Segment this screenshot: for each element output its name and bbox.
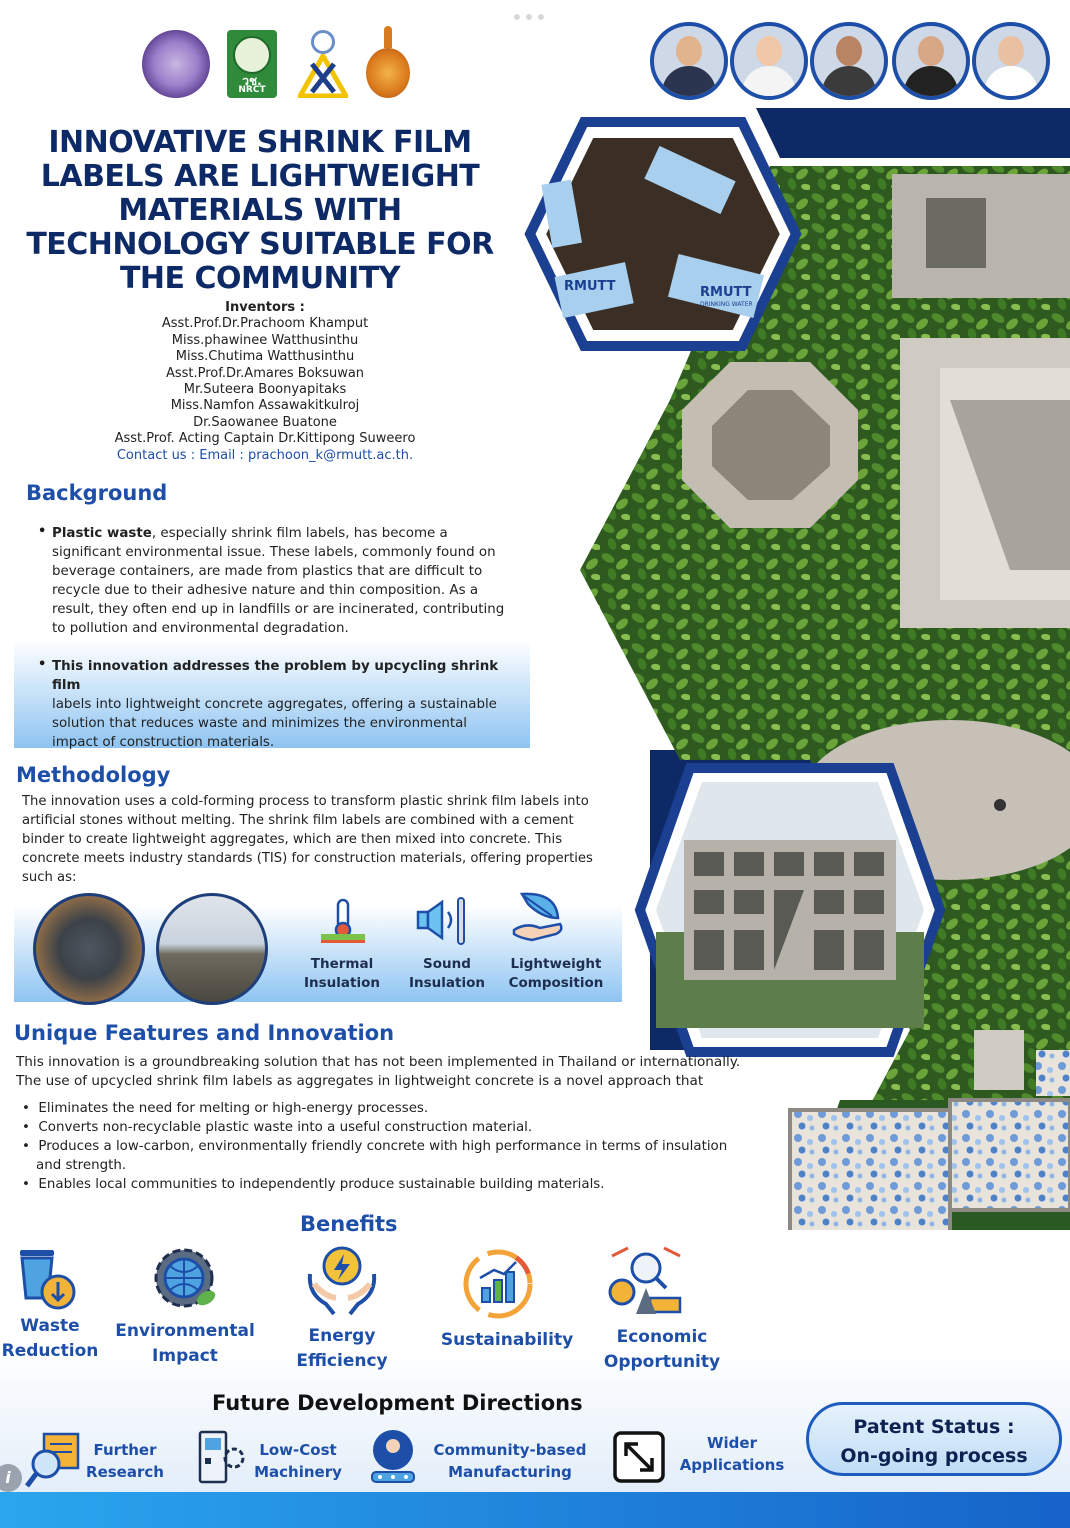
property-line: Lightweight xyxy=(510,956,602,972)
future-line: Wider xyxy=(707,1434,757,1452)
future-further-research xyxy=(80,1439,170,1483)
future-line: Applications xyxy=(679,1456,785,1474)
inventor-name: Miss.Namfon Assawakitkulroj xyxy=(170,398,360,414)
future-wider-applications xyxy=(672,1432,792,1476)
future-line: Research xyxy=(86,1463,164,1481)
benefit-line: Opportunity xyxy=(603,1352,721,1372)
info-icon[interactable]: i xyxy=(0,1464,22,1492)
benefit-sustainability xyxy=(432,1328,582,1353)
contact-email[interactable]: Contact us : Email : prachoon_k@rmutt.ac.th. xyxy=(116,447,414,463)
top-dots xyxy=(514,14,548,20)
inventor-name: Asst.Prof.Dr.Amares Boksuwan xyxy=(165,365,365,381)
future-low-cost-machinery xyxy=(250,1439,346,1483)
p2-line: impact of construction materials. xyxy=(52,735,275,750)
rmutt-logo xyxy=(362,26,414,102)
benefit-line: Sustainability xyxy=(440,1330,574,1350)
property-line: Insulation xyxy=(304,975,380,991)
speaker-icon xyxy=(414,896,468,946)
benefit-waste-reduction xyxy=(0,1314,100,1364)
community-manufacturing-icon xyxy=(368,1428,418,1488)
inventors-block xyxy=(70,300,460,464)
p2-bold: This innovation addresses the problem by upcycling shrink film xyxy=(52,659,499,693)
patent-status-badge xyxy=(806,1402,1062,1476)
university-logo-purple xyxy=(142,30,210,98)
benefits-heading: Benefits xyxy=(300,1212,398,1236)
inventor-name: Mr.Suteera Boonyapitaks xyxy=(183,382,347,398)
p2-line: solution that reduces waste and minimizes the environmental xyxy=(52,716,468,731)
feather-icon xyxy=(512,888,568,944)
benefit-economic-opportunity xyxy=(592,1325,732,1375)
methodology-line: artificial stones without melting. The shrink film labels are combined with a cement xyxy=(22,813,574,828)
p1-line: beverage containers, are made from plastics that are difficult to xyxy=(52,564,483,579)
p1-line: to pollution and environmental degradation. xyxy=(52,621,349,636)
unique-bullet: • Enables local communities to independently produce sustainable building materials. xyxy=(22,1177,605,1192)
hands-energy-icon xyxy=(304,1244,380,1316)
poster-title: INNOVATIVE SHRINK FILM LABELS ARE LIGHTWEIGHT MATERIALS WITH TECHNOLOGY SUITABLE FOR THE COMMUNITY xyxy=(26,125,494,296)
nrct-name: NRCT xyxy=(238,85,266,95)
inventor-name: Dr.Saowanee Buatone xyxy=(193,414,337,430)
photo-label-1: RMUTT xyxy=(564,279,616,294)
thermometer-icon xyxy=(318,896,368,946)
property-thermal xyxy=(292,955,392,993)
trash-recycle-icon xyxy=(14,1246,80,1312)
unique-bullet: • Eliminates the need for melting or high-energy processes. xyxy=(22,1101,429,1116)
p1-line: result, they often end up in landfills or are incinerated, contributing xyxy=(52,602,505,617)
unique-bullet: • Converts non-recyclable plastic waste into a useful construction material. xyxy=(22,1120,533,1135)
inventors-heading: Inventors : xyxy=(225,300,305,315)
gear-globe-icon xyxy=(150,1246,220,1312)
benefit-energy-efficiency xyxy=(282,1324,402,1374)
photo-label-3: DRINKING WATER xyxy=(700,301,753,308)
research-magnifier-icon xyxy=(24,1430,82,1490)
inventor-photo-2 xyxy=(730,22,808,100)
background-paragraph-2 xyxy=(52,657,522,752)
background-paragraph-1 xyxy=(52,524,522,638)
methodology-line: The innovation uses a cold-forming process to transform plastic shrink film labels into xyxy=(22,794,589,809)
nrct-abbr: วช. xyxy=(242,74,262,88)
inventor-name: Asst.Prof. Acting Captain Dr.Kittipong Suweero xyxy=(114,431,416,447)
p1-bold: Plastic waste xyxy=(52,526,152,541)
methodology-line: concrete meets industry standards (TIS) for construction materials, offering properties xyxy=(22,851,593,866)
unique-heading: Unique Features and Innovation xyxy=(14,1021,395,1045)
methodology-line: such as: xyxy=(22,870,77,885)
unique-line: The use of upcycled shrink film labels as aggregates in lightweight concrete is a novel approach that xyxy=(16,1073,704,1089)
unique-bullet: • Produces a low-carbon, environmentally friendly concrete with high performance in terms of insulation xyxy=(22,1139,728,1154)
future-community-manufacturing xyxy=(424,1439,596,1483)
patent-line: On-going process xyxy=(840,1445,1028,1467)
future-line: Further xyxy=(93,1441,157,1459)
future-line: Machinery xyxy=(254,1463,342,1481)
inventor-photo-3 xyxy=(810,22,888,100)
inventor-name: Miss.phawinee Watthusinthu xyxy=(171,332,359,348)
benefit-line: Efficiency xyxy=(296,1351,388,1371)
property-sound xyxy=(397,955,497,993)
unique-bullets xyxy=(22,1099,762,1194)
economic-opportunity-icon xyxy=(606,1242,686,1318)
triangle-x-icon xyxy=(298,54,348,98)
inventor-name: Miss.Chutima Watthusinthu xyxy=(175,349,355,365)
bullet: • xyxy=(38,524,47,539)
machinery-icon xyxy=(196,1428,246,1488)
p1-line: recycle due to their adhesive nature and thin composition. As a xyxy=(52,583,479,598)
future-heading: Future Development Directions xyxy=(212,1391,583,1415)
methodology-text xyxy=(22,792,617,887)
inventor-name: Asst.Prof.Dr.Prachoom Khamput xyxy=(161,316,369,332)
future-line: Community-based xyxy=(433,1441,587,1459)
benefit-line: Reduction xyxy=(1,1341,99,1361)
inventor-photo-5 xyxy=(972,22,1050,100)
background-heading: Background xyxy=(26,481,168,505)
unique-line: This innovation is a groundbreaking solution that has not been implemented in Thailand or internationally. xyxy=(16,1054,741,1070)
expand-arrows-icon xyxy=(612,1430,666,1484)
property-line: Insulation xyxy=(409,975,485,991)
benefit-line: Economic xyxy=(616,1327,708,1347)
benefit-line: Environmental xyxy=(115,1321,255,1341)
bottom-bar xyxy=(0,1492,1070,1528)
benefit-line: Waste xyxy=(20,1316,80,1336)
sustainability-chart-icon xyxy=(460,1246,536,1322)
benefit-environmental-impact xyxy=(110,1319,260,1369)
aggregate-photo-2 xyxy=(156,893,268,1005)
benefit-line: Impact xyxy=(152,1346,218,1366)
photo-label-2: RMUTT xyxy=(700,285,752,300)
property-lightweight xyxy=(496,955,616,993)
unique-bullet-cont: and strength. xyxy=(36,1158,127,1173)
methodology-heading: Methodology xyxy=(16,763,171,787)
property-line: Thermal xyxy=(310,956,374,972)
aggregate-photo-1 xyxy=(33,893,145,1005)
property-line: Composition xyxy=(508,975,604,991)
photo-collage xyxy=(480,100,1070,1400)
p2-line: labels into lightweight concrete aggregates, offering a sustainable xyxy=(52,697,497,712)
property-line: Sound xyxy=(423,956,471,972)
future-line: Manufacturing xyxy=(448,1463,572,1481)
unique-intro xyxy=(16,1053,756,1091)
benefit-line: Energy xyxy=(308,1326,376,1346)
p1-line: , especially shrink film labels, has become a xyxy=(151,526,448,541)
inventor-photo-1 xyxy=(650,22,728,100)
methodology-line: binder to create lightweight aggregates, which are then mixed into concrete. This xyxy=(22,832,563,847)
future-line: Low-Cost xyxy=(259,1441,337,1459)
patent-line: Patent Status : xyxy=(853,1416,1015,1438)
institute-logo-yellow xyxy=(298,30,348,98)
bullet: • xyxy=(38,657,47,672)
inventor-photo-4 xyxy=(892,22,970,100)
p1-line: significant environmental issue. These labels, commonly found on xyxy=(52,545,496,560)
nrct-logo xyxy=(227,30,277,98)
